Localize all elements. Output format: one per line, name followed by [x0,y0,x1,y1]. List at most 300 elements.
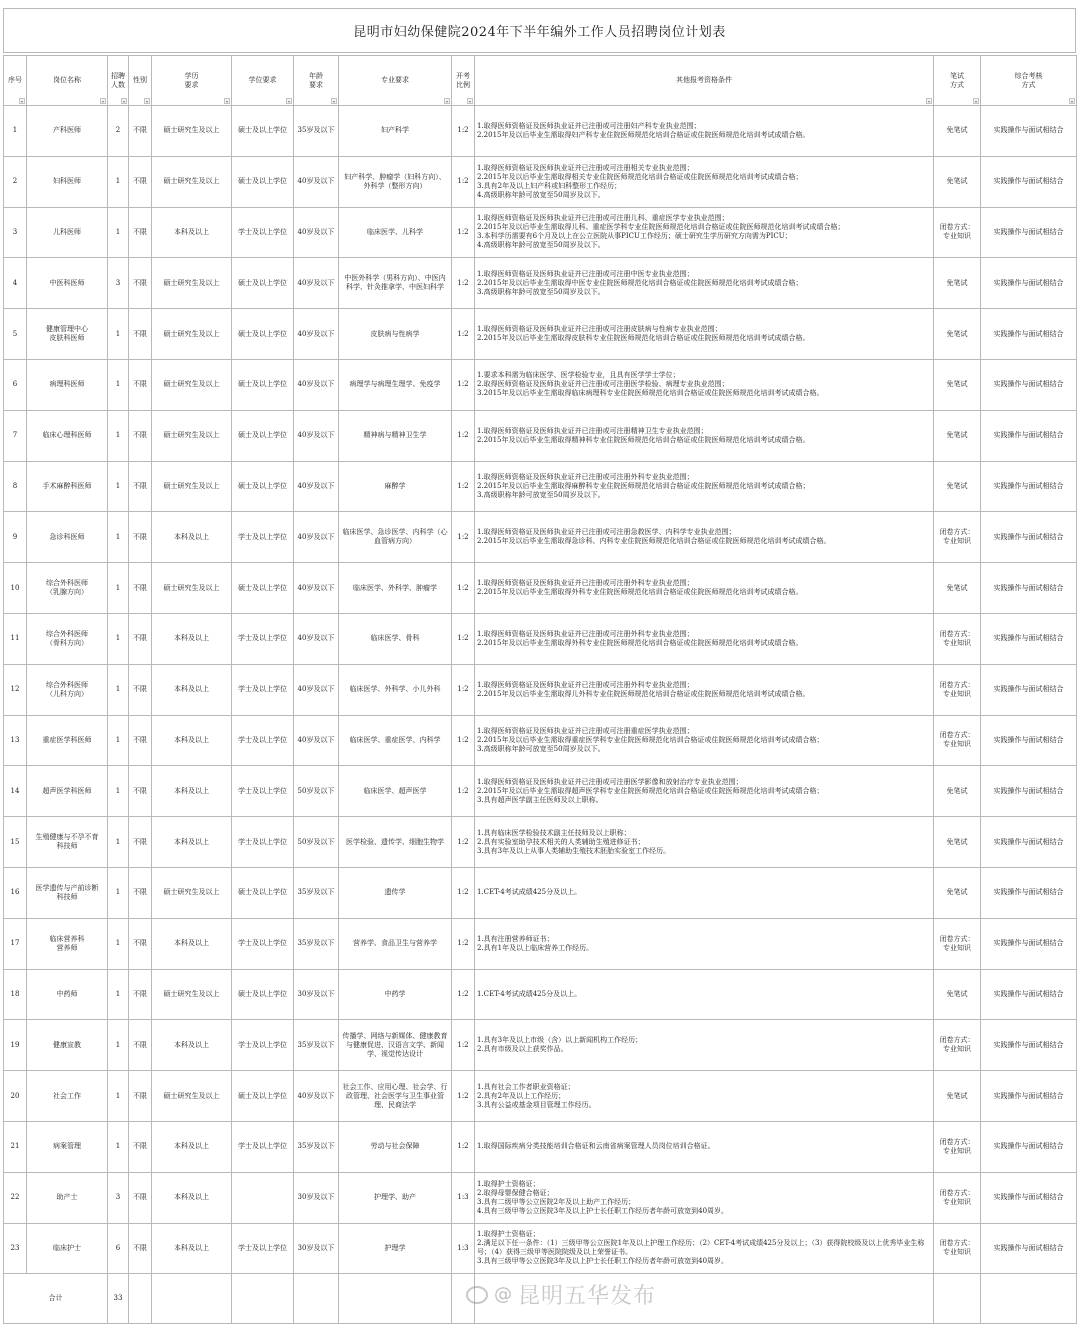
cell-age: 35岁及以下 [294,1121,339,1172]
table-row [4,918,1077,969]
cell-no: 23 [4,1223,27,1274]
cell-requirements: 1.取得医师资格证及医师执业证并已注册或可注册重症医学执业范围； 2.2015年及以后毕业生需取得重症医学科专业住院医师规范化培训合格证或住院医师规范化培训考试成绩合格； 3.高级职称年龄可放宽至50周岁及以下。 [475,715,934,766]
filter-dropdown-icon[interactable] [19,98,25,104]
cell-major: 病理学与病理生理学、免疫学 [339,359,452,410]
cell-gender: 不限 [129,715,152,766]
cell-gender: 不限 [129,766,152,817]
cell-gender: 不限 [129,156,152,207]
cell-count: 1 [108,156,129,207]
cell-major: 妇产科学 [339,106,452,157]
cell-gender: 不限 [129,613,152,664]
cell-written-exam: 闭卷方式： 专业知识 [934,1223,981,1274]
cell-degree: 硕士及以上学位 [232,1071,294,1122]
cell-gender: 不限 [129,563,152,614]
cell-assessment: 实践操作与面试相结合 [981,715,1077,766]
table-row [4,106,1077,157]
cell-gender: 不限 [129,512,152,563]
cell-assessment: 实践操作与面试相结合 [981,817,1077,868]
cell-written-exam: 免笔试 [934,258,981,309]
cell-position: 临床护士 [27,1223,108,1274]
cell-written-exam: 免笔试 [934,309,981,360]
cell-ratio: 1:2 [452,106,475,157]
cell-age: 40岁及以下 [294,613,339,664]
watermark-text: 昆明五华发布 [518,1284,657,1309]
cell-no: 15 [4,817,27,868]
cell-no: 18 [4,969,27,1020]
cell-gender: 不限 [129,207,152,258]
cell-requirements: 1.取得医师资格证及医师执业证并已注册或可注册外科专业执业范围； 2.2015年及以后毕业生需取得儿外科专业住院医师规范化培训合格证或住院医师规范化培训考试成绩合格。 [475,664,934,715]
cell-written-exam: 免笔试 [934,156,981,207]
cell-degree: 硕士及以上学位 [232,969,294,1020]
table-title: 昆明市妇幼保健院2024年下半年编外工作人员招聘岗位计划表 [3,8,1076,53]
cell-education: 本科及以上 [152,1121,232,1172]
cell-education: 本科及以上 [152,817,232,868]
cell-education: 本科及以上 [152,1020,232,1071]
table-row [4,715,1077,766]
cell-requirements: 1.取得医师资格证及医师执业证并已注册或可注册皮肤病与性病专业执业范围； 2.2015年及以后毕业生需取得皮肤科专业住院医师规范化培训合格证或住院医师规范化培训考试成绩合格。 [475,309,934,360]
cell-ratio: 1:2 [452,1121,475,1172]
cell-age: 35岁及以下 [294,918,339,969]
cell-education: 硕士研究生及以上 [152,258,232,309]
table-row [4,1020,1077,1071]
cell-requirements: 1.取得医师资格证及医师执业证并已注册或可注册精神卫生专业执业范围； 2.2015年及以后毕业生需取得精神科专业住院医师规范化培训合格证或住院医师规范化培训考试成绩合格。 [475,410,934,461]
cell-no: 10 [4,563,27,614]
cell-education: 本科及以上 [152,918,232,969]
cell-degree: 硕士及以上学位 [232,106,294,157]
cell-degree: 学士及以上学位 [232,918,294,969]
cell-major: 传播学、网络与新媒体、健康教育与健康促进、汉语言文学、新闻学、视觉传达设计 [339,1020,452,1071]
cell-gender: 不限 [129,309,152,360]
header-cell-position: 岗位名称 [27,56,108,106]
cell-gender: 不限 [129,1172,152,1223]
cell-degree: 硕士及以上学位 [232,461,294,512]
cell-assessment: 实践操作与面试相结合 [981,664,1077,715]
cell-count: 1 [108,461,129,512]
filter-dropdown-icon[interactable] [144,98,150,104]
cell-age: 40岁及以下 [294,461,339,512]
table-row [4,461,1077,512]
cell-age: 50岁及以下 [294,817,339,868]
cell-written-exam: 免笔试 [934,766,981,817]
cell-degree: 学士及以上学位 [232,613,294,664]
filter-dropdown-icon[interactable] [121,98,127,104]
cell-age: 50岁及以下 [294,766,339,817]
cell-degree: 硕士及以上学位 [232,258,294,309]
cell-degree: 硕士及以上学位 [232,410,294,461]
cell-requirements: 1.取得医师资格证及医师执业证并已注册或可注册医学影像和放射治疗专业执业范围； 2.2015年及以后毕业生需取得超声医学科专业住院医师规范化培训合格证或住院医师规范化培训考试成绩合格； 3.具有超声医学副主任医师及以上职称。 [475,766,934,817]
cell-written-exam: 闭卷方式： 专业知识 [934,715,981,766]
cell-no: 7 [4,410,27,461]
filter-dropdown-icon[interactable] [467,98,473,104]
table-row [4,410,1077,461]
table-row [4,766,1077,817]
table-row [4,156,1077,207]
total-empty-cell [934,1274,981,1324]
cell-written-exam: 闭卷方式： 专业知识 [934,1020,981,1071]
cell-position: 中医科医师 [27,258,108,309]
cell-ratio: 1:2 [452,359,475,410]
cell-age: 40岁及以下 [294,1071,339,1122]
cell-position: 病理科医师 [27,359,108,410]
cell-assessment: 实践操作与面试相结合 [981,309,1077,360]
weibo-logo-icon [466,1286,488,1304]
cell-written-exam: 免笔试 [934,461,981,512]
cell-no: 22 [4,1172,27,1223]
cell-major: 临床医学、儿科学 [339,207,452,258]
cell-ratio: 1:2 [452,563,475,614]
cell-age: 35岁及以下 [294,867,339,918]
header-cell-education: 学历 要求 [152,56,232,106]
cell-age: 40岁及以下 [294,309,339,360]
cell-age: 30岁及以下 [294,1172,339,1223]
cell-count: 1 [108,817,129,868]
cell-degree: 学士及以上学位 [232,207,294,258]
cell-gender: 不限 [129,817,152,868]
cell-requirements: 1.取得医师资格证及医师执业证并已注册或可注册相关专业执业范围； 2.2015年及以后毕业生需取得相关专业住院医师规范化培训合格证或住院医师规范化培训考试成绩合格； 3.具有2年及以上妇产科或妇科整形工作经历； 4.高级职称年龄可放宽至50周岁及以下。 [475,156,934,207]
cell-position: 医学遗传与产前诊断 科技师 [27,867,108,918]
cell-major: 临床医学、外科学、肿瘤学 [339,563,452,614]
cell-ratio: 1:2 [452,410,475,461]
header-cell-age: 年龄 要求 [294,56,339,106]
cell-position: 综合外科医师 （乳腺方向） [27,563,108,614]
filter-dropdown-icon[interactable] [286,98,292,104]
cell-gender: 不限 [129,664,152,715]
cell-assessment: 实践操作与面试相结合 [981,1121,1077,1172]
total-empty-cell [232,1274,294,1324]
cell-major: 临床医学、超声医学 [339,766,452,817]
cell-degree: 硕士及以上学位 [232,867,294,918]
cell-ratio: 1:2 [452,461,475,512]
cell-education: 本科及以上 [152,715,232,766]
table-row [4,664,1077,715]
cell-written-exam: 闭卷方式： 专业知识 [934,918,981,969]
cell-gender: 不限 [129,1223,152,1274]
cell-requirements: 1.具有3年及以上市级（含）以上新闻机构工作经历； 2.具有市级及以上获奖作品。 [475,1020,934,1071]
cell-no: 16 [4,867,27,918]
watermark-at: @ [494,1284,512,1305]
cell-assessment: 实践操作与面试相结合 [981,766,1077,817]
cell-major: 妇产科学、肿瘤学（妇科方向）、外科学（整形方向） [339,156,452,207]
cell-gender: 不限 [129,1071,152,1122]
table-row [4,309,1077,360]
total-empty-cell [152,1274,232,1324]
cell-count: 1 [108,410,129,461]
table-body [4,106,1077,1324]
cell-major: 临床医学、急诊医学、内科学（心血管病方向） [339,512,452,563]
cell-education: 本科及以上 [152,766,232,817]
table-row [4,258,1077,309]
cell-age: 40岁及以下 [294,156,339,207]
filter-dropdown-icon[interactable] [100,98,106,104]
cell-count: 1 [108,664,129,715]
cell-requirements: 1.CET-4考试成绩425分及以上。 [475,969,934,1020]
cell-gender: 不限 [129,969,152,1020]
cell-ratio: 1:2 [452,1071,475,1122]
cell-gender: 不限 [129,1121,152,1172]
cell-no: 9 [4,512,27,563]
cell-position: 临床营养科 营养师 [27,918,108,969]
cell-requirements: 1.取得医师资格证及医师执业证并已注册或可注册急救医学、内科学专业执业范围； 2.2015年及以后毕业生需取得急诊科、内科专业住院医师规范化培训合格证或住院医师规范化培训考试成绩合格。 [475,512,934,563]
table-row [4,563,1077,614]
cell-count: 1 [108,563,129,614]
cell-position: 健康宣教 [27,1020,108,1071]
cell-assessment: 实践操作与面试相结合 [981,867,1077,918]
table-row [4,817,1077,868]
cell-position: 中药师 [27,969,108,1020]
header-cell-requirements: 其他报考资格条件 [475,56,934,106]
total-empty-cell [294,1274,339,1324]
table-row [4,1172,1077,1223]
cell-no: 17 [4,918,27,969]
cell-count: 3 [108,258,129,309]
header-cell-gender: 性别 [129,56,152,106]
cell-assessment: 实践操作与面试相结合 [981,969,1077,1020]
cell-requirements: 1.具有注册营养师证书； 2.具有1年及以上临床营养工作经历。 [475,918,934,969]
cell-assessment: 实践操作与面试相结合 [981,512,1077,563]
cell-age: 40岁及以下 [294,664,339,715]
cell-no: 2 [4,156,27,207]
cell-no: 5 [4,309,27,360]
cell-education: 本科及以上 [152,613,232,664]
cell-assessment: 实践操作与面试相结合 [981,1020,1077,1071]
cell-requirements: 1.取得国际疾病分类技能培训合格证和云南省病案管理人员岗位培训合格证。 [475,1121,934,1172]
cell-count: 1 [108,1020,129,1071]
cell-position: 妇科医师 [27,156,108,207]
cell-education: 本科及以上 [152,664,232,715]
cell-ratio: 1:2 [452,715,475,766]
cell-assessment: 实践操作与面试相结合 [981,1071,1077,1122]
cell-assessment: 实践操作与面试相结合 [981,1223,1077,1274]
cell-position: 产科医师 [27,106,108,157]
cell-no: 3 [4,207,27,258]
cell-degree [232,1172,294,1223]
cell-count: 1 [108,512,129,563]
cell-major: 社会工作、应用心理、社会学、行政管理、社会医学与卫生事业管理、民商法学 [339,1071,452,1122]
cell-degree: 硕士及以上学位 [232,156,294,207]
cell-count: 1 [108,867,129,918]
cell-major: 护理学、助产 [339,1172,452,1223]
cell-count: 1 [108,918,129,969]
cell-written-exam: 闭卷方式： 专业知识 [934,1172,981,1223]
cell-gender: 不限 [129,410,152,461]
cell-ratio: 1:2 [452,664,475,715]
cell-requirements: 1.取得医师资格证及医师执业证并已注册或可注册儿科、重症医学专业执业范围； 2.2015年及以后毕业生需取得儿科、重症医学科专业住院医师规范化培训合格证或住院医师规范化培训考试成绩合格； 3.本科学历需要有6个月及以上在公立医院从事PICU工作经历；硕士研究生学历研究方向需为PICU； 4.高级职称年龄可放宽至50周岁及以下。 [475,207,934,258]
header-cell-no: 序号 [4,56,27,106]
cell-age: 40岁及以下 [294,715,339,766]
total-label: 合计 [4,1274,108,1324]
cell-education: 硕士研究生及以上 [152,1071,232,1122]
cell-education: 本科及以上 [152,1172,232,1223]
cell-education: 硕士研究生及以上 [152,106,232,157]
cell-degree: 学士及以上学位 [232,1223,294,1274]
cell-ratio: 1:2 [452,867,475,918]
cell-ratio: 1:2 [452,969,475,1020]
cell-assessment: 实践操作与面试相结合 [981,106,1077,157]
cell-requirements: 1.取得护士资格证； 2.满足以下任一条件：（1）三级甲等公立医院1年及以上护理工作经历；（2）CET-4考试成绩425分及以上；（3）获得院校级及以上优秀毕业生称号；（4）获得三级甲等医院院级及以上荣誉证书。 3.具有三级甲等公立医院3年及以上护士长任职工作经历者年龄可放宽到40周岁。 [475,1223,934,1274]
cell-no: 14 [4,766,27,817]
cell-gender: 不限 [129,359,152,410]
cell-ratio: 1:2 [452,156,475,207]
cell-written-exam: 免笔试 [934,410,981,461]
cell-degree: 学士及以上学位 [232,1121,294,1172]
cell-requirements: 1.具有社会工作者职业资格证； 2.具有2年及以上工作经历； 3.具有公益或基金项目管理工作经历。 [475,1071,934,1122]
cell-written-exam: 免笔试 [934,106,981,157]
cell-ratio: 1:2 [452,817,475,868]
cell-education: 硕士研究生及以上 [152,410,232,461]
header-cell-major: 专业要求 [339,56,452,106]
filter-dropdown-icon[interactable] [926,98,932,104]
cell-position: 社会工作 [27,1071,108,1122]
cell-position: 重症医学科医师 [27,715,108,766]
cell-no: 13 [4,715,27,766]
header-row [4,56,1077,106]
cell-no: 6 [4,359,27,410]
cell-degree: 学士及以上学位 [232,715,294,766]
cell-education: 硕士研究生及以上 [152,461,232,512]
cell-major: 中医外科学（男科方向）、中医内科学、针灸推拿学、中医妇科学 [339,258,452,309]
cell-no: 20 [4,1071,27,1122]
filter-dropdown-icon[interactable] [973,98,979,104]
cell-position: 超声医学科医师 [27,766,108,817]
cell-count: 6 [108,1223,129,1274]
header-cell-assessment: 综合考核 方式 [981,56,1077,106]
cell-requirements: 1.取得医师资格证及医师执业证并已注册或可注册妇产科专业执业范围； 2.2015年及以后毕业生需取得妇产科专业住院医师规范化培训合格证或住院医师规范化培训考试成绩合格。 [475,106,934,157]
table-row [4,613,1077,664]
cell-ratio: 1:2 [452,309,475,360]
cell-count: 1 [108,207,129,258]
cell-education: 硕士研究生及以上 [152,563,232,614]
cell-major: 临床医学、外科学、小儿外科 [339,664,452,715]
cell-position: 综合外科医师 （儿科方向） [27,664,108,715]
cell-written-exam: 免笔试 [934,1071,981,1122]
cell-assessment: 实践操作与面试相结合 [981,359,1077,410]
cell-major: 皮肤病与性病学 [339,309,452,360]
cell-no: 1 [4,106,27,157]
cell-assessment: 实践操作与面试相结合 [981,207,1077,258]
cell-gender: 不限 [129,106,152,157]
cell-requirements: 1.取得医师资格证及医师执业证并已注册或可注册外科专业执业范围； 2.2015年及以后毕业生需取得麻醉科专业住院医师规范化培训合格证或住院医师规范化培训考试成绩合格； 3.高级职称年龄可放宽至50周岁及以下。 [475,461,934,512]
header-cell-count: 招聘 人数 [108,56,129,106]
cell-count: 1 [108,969,129,1020]
cell-count: 1 [108,359,129,410]
cell-education: 硕士研究生及以上 [152,309,232,360]
cell-education: 硕士研究生及以上 [152,359,232,410]
cell-degree: 学士及以上学位 [232,512,294,563]
header-cell-ratio: 开考 比例 [452,56,475,106]
cell-ratio: 1:2 [452,1020,475,1071]
cell-major: 劳动与社会保障 [339,1121,452,1172]
cell-no: 8 [4,461,27,512]
cell-degree: 学士及以上学位 [232,1020,294,1071]
cell-assessment: 实践操作与面试相结合 [981,461,1077,512]
cell-no: 11 [4,613,27,664]
cell-requirements: 1.具有临床医学检验技术副主任技师及以上职称； 2.具有实验室助孕技术相关的人类辅助生殖进修证书； 3.具有3年及以上从事人类辅助生殖技术胚胎实验室工作经历。 [475,817,934,868]
cell-assessment: 实践操作与面试相结合 [981,1172,1077,1223]
cell-written-exam: 闭卷方式： 专业知识 [934,1121,981,1172]
cell-no: 21 [4,1121,27,1172]
cell-assessment: 实践操作与面试相结合 [981,563,1077,614]
filter-dropdown-icon[interactable] [331,98,337,104]
cell-education: 本科及以上 [152,512,232,563]
cell-degree: 学士及以上学位 [232,817,294,868]
cell-major: 临床医学、重症医学、内科学 [339,715,452,766]
cell-written-exam: 免笔试 [934,359,981,410]
cell-degree: 学士及以上学位 [232,664,294,715]
cell-gender: 不限 [129,258,152,309]
cell-age: 40岁及以下 [294,207,339,258]
cell-count: 1 [108,613,129,664]
total-empty-cell [981,1274,1077,1324]
cell-count: 1 [108,766,129,817]
cell-count: 1 [108,715,129,766]
cell-position: 儿科医师 [27,207,108,258]
cell-education: 本科及以上 [152,1223,232,1274]
cell-major: 医学检验、遗传学、细胞生物学 [339,817,452,868]
table-row [4,512,1077,563]
table-row [4,359,1077,410]
cell-position: 生殖健康与不孕不育 科技师 [27,817,108,868]
cell-position: 临床心理科医师 [27,410,108,461]
cell-count: 3 [108,1172,129,1223]
cell-age: 30岁及以下 [294,1223,339,1274]
cell-age: 40岁及以下 [294,359,339,410]
cell-count: 2 [108,106,129,157]
cell-assessment: 实践操作与面试相结合 [981,613,1077,664]
watermark [466,1279,656,1310]
cell-gender: 不限 [129,867,152,918]
cell-education: 硕士研究生及以上 [152,867,232,918]
filter-dropdown-icon[interactable] [224,98,230,104]
cell-ratio: 1:2 [452,512,475,563]
cell-age: 40岁及以下 [294,512,339,563]
cell-age: 35岁及以下 [294,1020,339,1071]
cell-gender: 不限 [129,461,152,512]
cell-ratio: 1:2 [452,258,475,309]
cell-requirements: 1.要求本科需为临床医学、医学检验专业，且具有医学学士学位； 2.取得医师资格证及医师执业证并已注册或可注册医学检验、病理专业执业范围； 3.2015年及以后毕业生需取得临床病理科专业住院医师规范化培训合格证或住院医师规范化培训考试成绩合格。 [475,359,934,410]
cell-age: 40岁及以下 [294,410,339,461]
cell-education: 硕士研究生及以上 [152,156,232,207]
filter-dropdown-icon[interactable] [444,98,450,104]
cell-major: 临床医学、骨科 [339,613,452,664]
cell-major: 精神病与精神卫生学 [339,410,452,461]
table-row [4,1071,1077,1122]
table-row [4,969,1077,1020]
cell-position: 病案管理 [27,1121,108,1172]
cell-written-exam: 免笔试 [934,867,981,918]
table-row [4,867,1077,918]
filter-dropdown-icon[interactable] [1069,98,1075,104]
cell-no: 19 [4,1020,27,1071]
cell-age: 40岁及以下 [294,258,339,309]
cell-education: 硕士研究生及以上 [152,969,232,1020]
cell-degree: 硕士及以上学位 [232,359,294,410]
total-empty-cell [129,1274,152,1324]
cell-age: 35岁及以下 [294,106,339,157]
cell-ratio: 1:3 [452,1172,475,1223]
total-count: 33 [108,1274,129,1324]
cell-degree: 硕士及以上学位 [232,309,294,360]
cell-ratio: 1:2 [452,918,475,969]
cell-degree: 学士及以上学位 [232,766,294,817]
table-row [4,207,1077,258]
cell-degree: 硕士及以上学位 [232,563,294,614]
cell-assessment: 实践操作与面试相结合 [981,918,1077,969]
cell-written-exam: 免笔试 [934,817,981,868]
cell-assessment: 实践操作与面试相结合 [981,410,1077,461]
cell-major: 遗传学 [339,867,452,918]
cell-requirements: 1.取得医师资格证及医师执业证并已注册或可注册外科专业执业范围； 2.2015年及以后毕业生需取得外科专业住院医师规范化培训合格证或住院医师规范化培训考试成绩合格。 [475,613,934,664]
cell-no: 4 [4,258,27,309]
